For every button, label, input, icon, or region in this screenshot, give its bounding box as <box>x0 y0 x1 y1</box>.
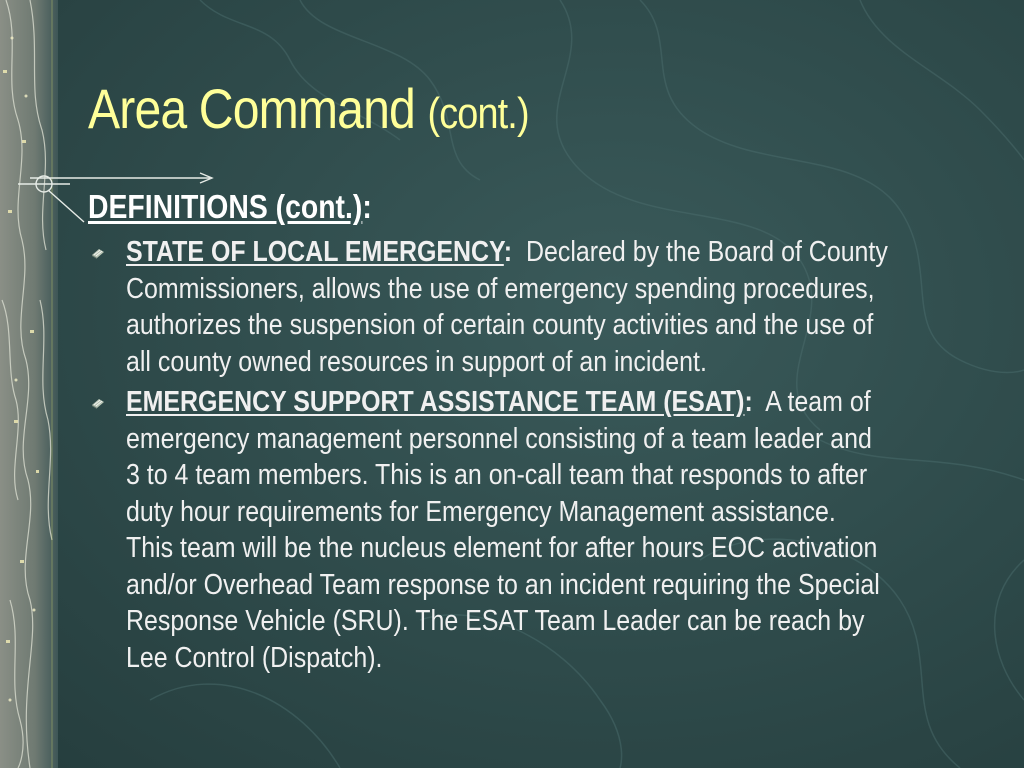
title-main: Area Command <box>88 77 415 140</box>
bullet-list <box>88 234 998 676</box>
definition-line: 3 to 4 team members. This is an on-call team that responds to after <box>126 459 868 491</box>
definition-line: emergency management personnel consisting of a team leader and <box>126 422 872 455</box>
list-item <box>88 384 998 676</box>
definition-line: This team will be the nucleus element for after hours EOC activation <box>126 532 878 564</box>
diamond-bullet-icon <box>90 246 106 260</box>
definition-line: duty hour requirements for Emergency Management assistance. <box>126 495 836 528</box>
term-esat: EMERGENCY SUPPORT ASSISTANCE TEAM (ESAT) <box>126 386 745 418</box>
definition-line: and/or Overhead Team response to an incident requiring the Special <box>126 568 880 601</box>
term-colon: : <box>503 236 513 268</box>
term-state-of-local-emergency: STATE OF LOCAL EMERGENCY <box>126 236 504 268</box>
bullet-text <box>126 384 986 676</box>
definition-line: Declared by the Board of County <box>525 236 888 268</box>
bullet-text <box>126 234 986 380</box>
diamond-bullet-icon <box>90 396 106 410</box>
section-heading-text: DEFINITIONS (cont.) <box>88 188 363 225</box>
section-heading-colon: : <box>362 188 372 225</box>
title-sub: (cont.) <box>427 89 529 138</box>
slide-title <box>88 74 529 149</box>
list-item <box>88 234 998 380</box>
definition-line: all county owned resources in support of an incident. <box>126 345 707 378</box>
definition-line: authorizes the suspension of certain county activities and the use of <box>126 309 874 341</box>
definition-line: Commissioners, allows the use of emergency spending procedures, <box>126 272 875 305</box>
section-heading <box>88 186 871 228</box>
definition-line: Lee Control (Dispatch). <box>126 641 383 674</box>
slide-content <box>88 186 998 680</box>
term-colon: : <box>744 386 753 418</box>
definition-line: A team of <box>765 386 871 418</box>
definition-line: Response Vehicle (SRU). The ESAT Team Leader can be reach by <box>126 605 865 637</box>
